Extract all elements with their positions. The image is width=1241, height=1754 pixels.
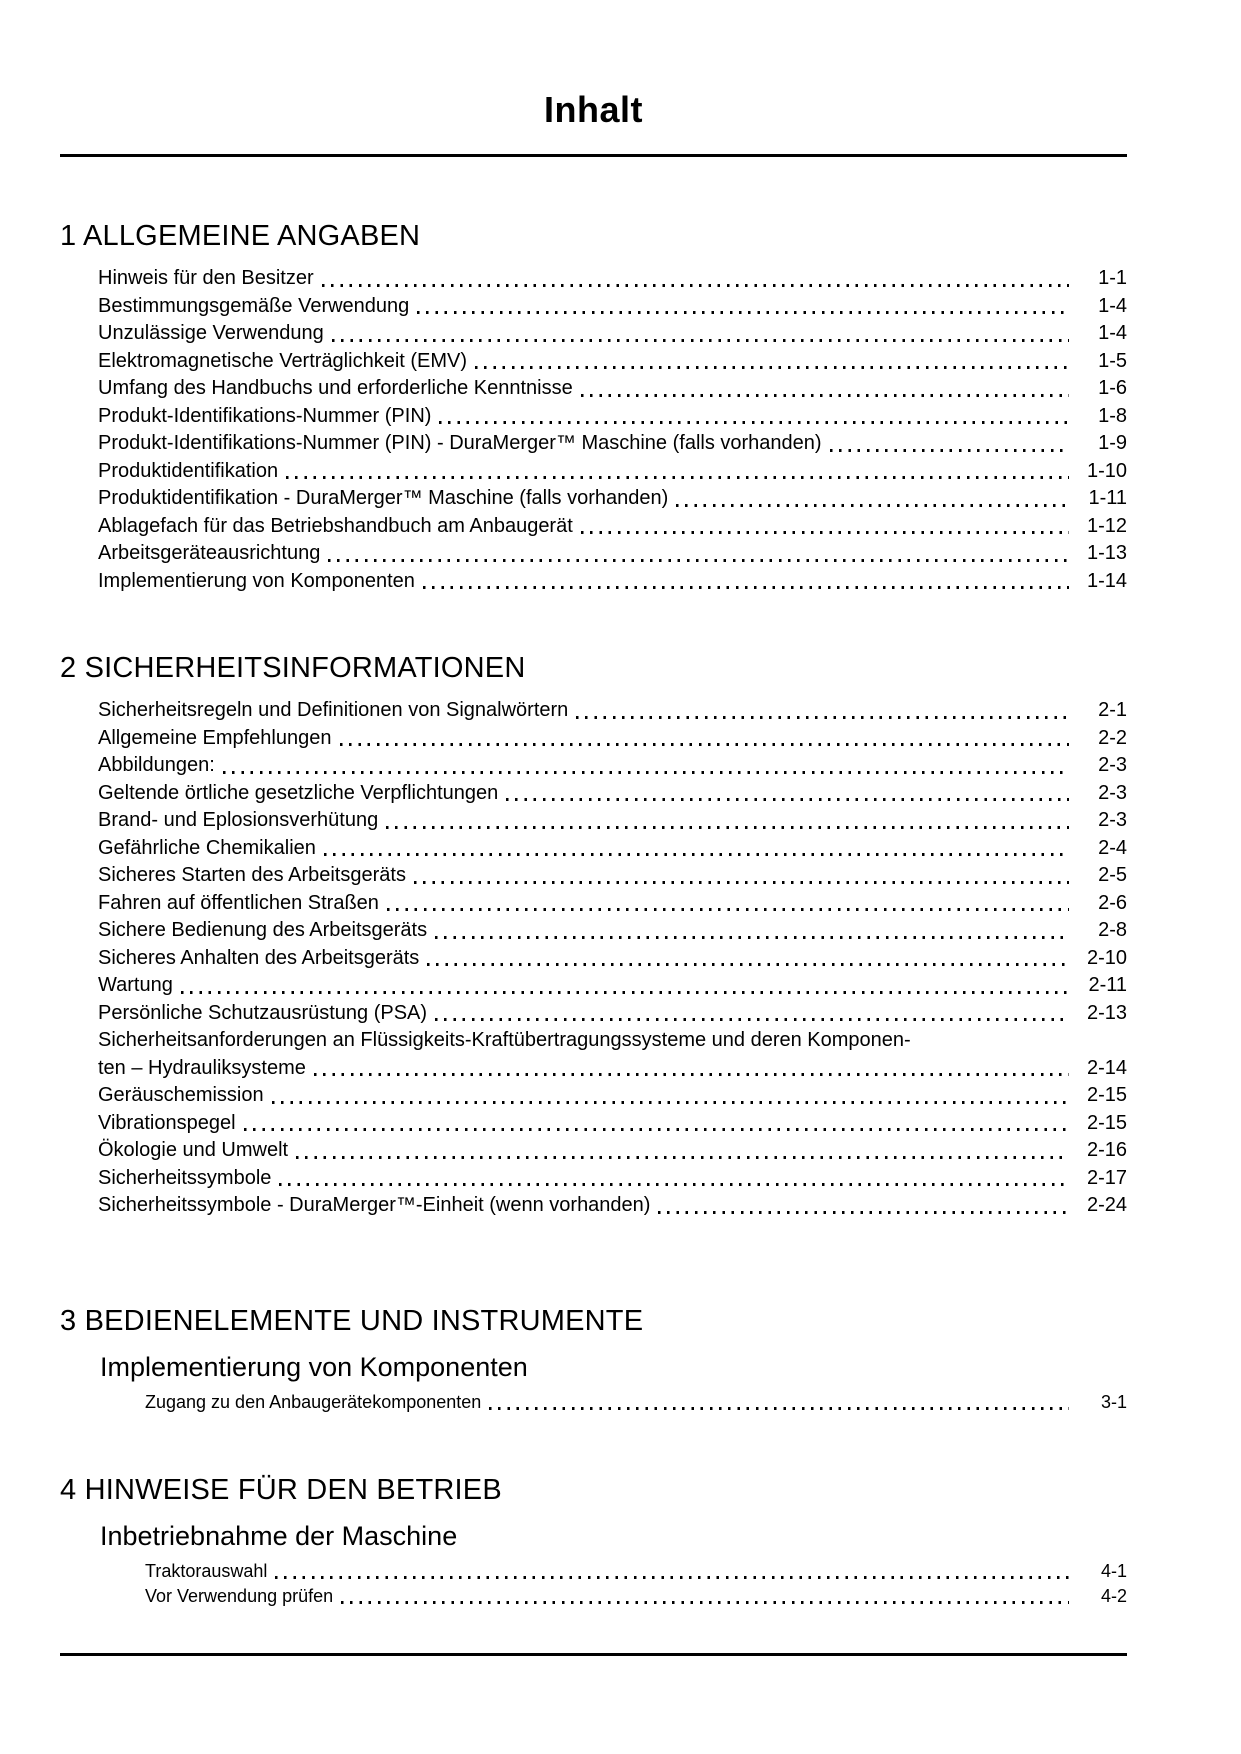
toc-entry-label: Hinweis für den Besitzer [98,267,314,289]
toc-entry [98,568,1127,596]
toc-entry [98,972,1127,1000]
toc-entry [98,1192,1127,1220]
toc-entry-label: Sicherheitsregeln und Definitionen von Signalwörtern [98,699,569,721]
dot-leader [322,284,1069,287]
toc-entry [98,1165,1127,1193]
toc-section [60,1473,1127,1609]
dot-leader [181,991,1069,994]
section-heading: 3 BEDIENELEMENTE UND INSTRUMENTE [60,1304,644,1337]
page-number: 2-3 [1098,809,1127,831]
dot-leader [324,853,1069,856]
dot-leader [475,366,1069,369]
dot-leader [328,559,1069,562]
page-number: 2-15 [1086,1111,1127,1134]
toc-entry [98,540,1127,568]
toc-entry [98,862,1127,890]
dot-leader [279,1183,1069,1186]
toc-entry [145,1584,1127,1609]
toc-entry [98,697,1127,725]
page-number: 1-8 [1098,404,1127,427]
dot-leader [340,743,1070,746]
toc-entry [98,945,1127,973]
page-number: 1-13 [1086,542,1127,564]
toc-entry-list [98,265,1127,595]
toc-entry-label: Sicheres Anhalten des Arbeitsgeräts [98,946,420,969]
toc-entry-list [98,697,1127,1220]
page-number: 1-14 [1086,569,1127,592]
page-number: 2-17 [1086,1166,1127,1189]
toc-entry-label: Sichere Bedienung des Arbeitsgeräts [98,919,428,941]
toc-entry [98,917,1127,945]
toc-entry [98,430,1127,458]
dot-leader [414,881,1069,884]
dot-leader [386,826,1069,829]
toc-entry-label: Fahren auf öffentlichen Straßen [98,891,379,914]
toc-entry-label: Arbeitsgeräteausrichtung [98,542,321,564]
dot-leader [435,1018,1069,1021]
toc-entry-label: Implementierung von Komponenten [98,569,415,592]
toc-section [60,651,1127,1220]
toc-entry [98,890,1127,918]
toc-entry-label: Elektromagnetische Verträglichkeit (EMV) [98,349,468,372]
toc-entry [98,725,1127,753]
toc-entry-label: Persönliche Schutzausrüstung (PSA) [98,1001,428,1024]
toc-entry [98,375,1127,403]
dot-leader [576,716,1069,719]
toc-entry-label: Produkt-Identifikations-Nummer (PIN) - DuraMerger™ Maschine (falls vorhanden) [98,432,822,454]
toc-entry [98,458,1127,486]
page-number: 1-9 [1098,432,1127,454]
page-number: 2-2 [1098,726,1127,749]
dot-leader [830,449,1069,452]
page-number: 2-1 [1098,699,1127,721]
footer-rule [60,1653,1127,1656]
toc-entry [98,320,1127,348]
toc-entry [145,1390,1127,1415]
toc-entry-label: Geräuschemission [98,1084,264,1106]
page-number: 4-1 [1100,1560,1127,1581]
dot-leader [439,421,1069,424]
dot-leader [244,1128,1069,1131]
toc-entry [98,1055,1127,1083]
toc-entry-label: Vibrationspegel [98,1111,236,1134]
dot-leader [275,1576,1069,1579]
toc-entry-label: Produkt-Identifikations-Nummer (PIN) [98,404,432,427]
toc-section [60,219,1127,595]
page-number: 1-4 [1098,294,1127,317]
dot-leader [658,1211,1069,1214]
toc-entry-label: Geltende örtliche gesetzliche Verpflichtungen [98,781,499,804]
toc-entry-label: Wartung [98,974,173,996]
toc-entry-label: Produktidentifikation [98,459,279,482]
page-number: 2-15 [1086,1084,1127,1106]
toc-entry-list [145,1390,1127,1415]
toc-entry [98,752,1127,780]
toc-entry-label: Sicherheitssymbole [98,1166,272,1189]
toc-entry [145,1559,1127,1584]
toc-entry [98,265,1127,293]
page-title: Inhalt [544,89,643,130]
dot-leader [296,1156,1069,1159]
toc-entry [98,513,1127,541]
dot-leader [423,586,1069,589]
toc-entry-label: Produktidentifikation - DuraMerger™ Maschine (falls vorhanden) [98,487,669,509]
toc-entry [98,1000,1127,1028]
subsection-title: Inbetriebnahme der Maschine [100,1520,458,1551]
dot-leader [427,963,1069,966]
page-number: 1-4 [1098,322,1127,344]
page-number: 2-4 [1098,836,1127,859]
dot-leader [314,1073,1069,1076]
page-number: 1-6 [1098,377,1127,399]
toc-entry [98,1110,1127,1138]
page-number: 2-14 [1086,1056,1127,1079]
dot-leader [341,1601,1069,1604]
toc-entry-label: Abbildungen: [98,754,215,776]
toc-entry-label: Sicherheitssymbole - DuraMerger™-Einheit (wenn vorhanden) [98,1194,651,1216]
page-number: 1-5 [1098,349,1127,372]
page-number: 3-1 [1100,1391,1127,1412]
page-number: 2-5 [1098,864,1127,886]
page-number: 1-12 [1086,514,1127,537]
dot-leader [223,771,1069,774]
toc-entry [98,403,1127,431]
page-number: 2-11 [1088,974,1127,996]
toc-entry [98,485,1127,513]
page-number: 4-2 [1100,1585,1127,1606]
dot-leader [286,476,1069,479]
toc-entry-label: Vor Verwendung prüfen [145,1585,334,1606]
toc-entry-label: Gefährliche Chemikalien [98,836,316,859]
toc-entry-first-line: Sicherheitsanforderungen an Flüssigkeits-Kraftübertragungssysteme und deren Komponen- [98,1029,911,1051]
page-number: 2-6 [1098,891,1127,914]
dot-leader [489,1407,1069,1410]
dot-leader [581,531,1069,534]
dot-leader [417,311,1069,314]
toc-entry [98,807,1127,835]
page-number: 2-16 [1086,1139,1127,1161]
toc-sections [60,219,1127,1609]
toc-entry [98,348,1127,376]
toc-entry-label: Umfang des Handbuchs und erforderliche Kenntnisse [98,377,573,399]
toc-entry-label: Ablagefach für das Betriebshandbuch am Anbaugerät [98,514,573,537]
title-divider-rule [60,154,1127,157]
page-number: 1-10 [1086,459,1127,482]
dot-leader [272,1101,1069,1104]
toc-section [60,1304,1127,1415]
dot-leader [581,394,1069,397]
toc-entry-label: Ökologie und Umwelt [98,1139,289,1161]
toc-entry [98,835,1127,863]
subsection-title: Implementierung von Komponenten [100,1351,528,1382]
page-number: 1-1 [1098,267,1127,289]
page-number: 2-13 [1086,1001,1127,1024]
dot-leader [387,908,1069,911]
toc-entry-label: Brand- und Eplosionsverhütung [98,809,379,831]
section-heading: 1 ALLGEMEINE ANGABEN [60,220,421,252]
toc-entry-list [145,1559,1127,1609]
toc-entry [98,293,1127,321]
section-heading: 2 SICHERHEITSINFORMATIONEN [60,652,526,684]
page-number: 2-3 [1098,754,1127,776]
toc-entry-label: ten – Hydrauliksysteme [98,1056,306,1079]
page-number: 1-11 [1088,487,1127,509]
page-number: 2-8 [1098,919,1127,941]
toc-entry [98,1137,1127,1165]
toc-entry-label: Zugang zu den Anbaugerätekomponenten [145,1391,482,1412]
page-number: 2-3 [1098,781,1127,804]
dot-leader [506,798,1069,801]
toc-entry-label: Allgemeine Empfehlungen [98,726,332,749]
toc-entry [98,780,1127,808]
page-number: 2-10 [1086,946,1127,969]
section-heading: 4 HINWEISE FÜR DEN BETRIEB [60,1473,502,1506]
dot-leader [435,936,1069,939]
toc-entry [98,1082,1127,1110]
toc-entry-label: Unzulässige Verwendung [98,322,324,344]
toc-entry-label: Bestimmungsgemäße Verwendung [98,294,410,317]
dot-leader [676,504,1069,507]
page-number: 2-24 [1086,1194,1127,1216]
toc-entry-label: Traktorauswahl [145,1560,268,1581]
toc-entry-label: Sicheres Starten des Arbeitsgeräts [98,864,406,886]
dot-leader [332,339,1069,342]
